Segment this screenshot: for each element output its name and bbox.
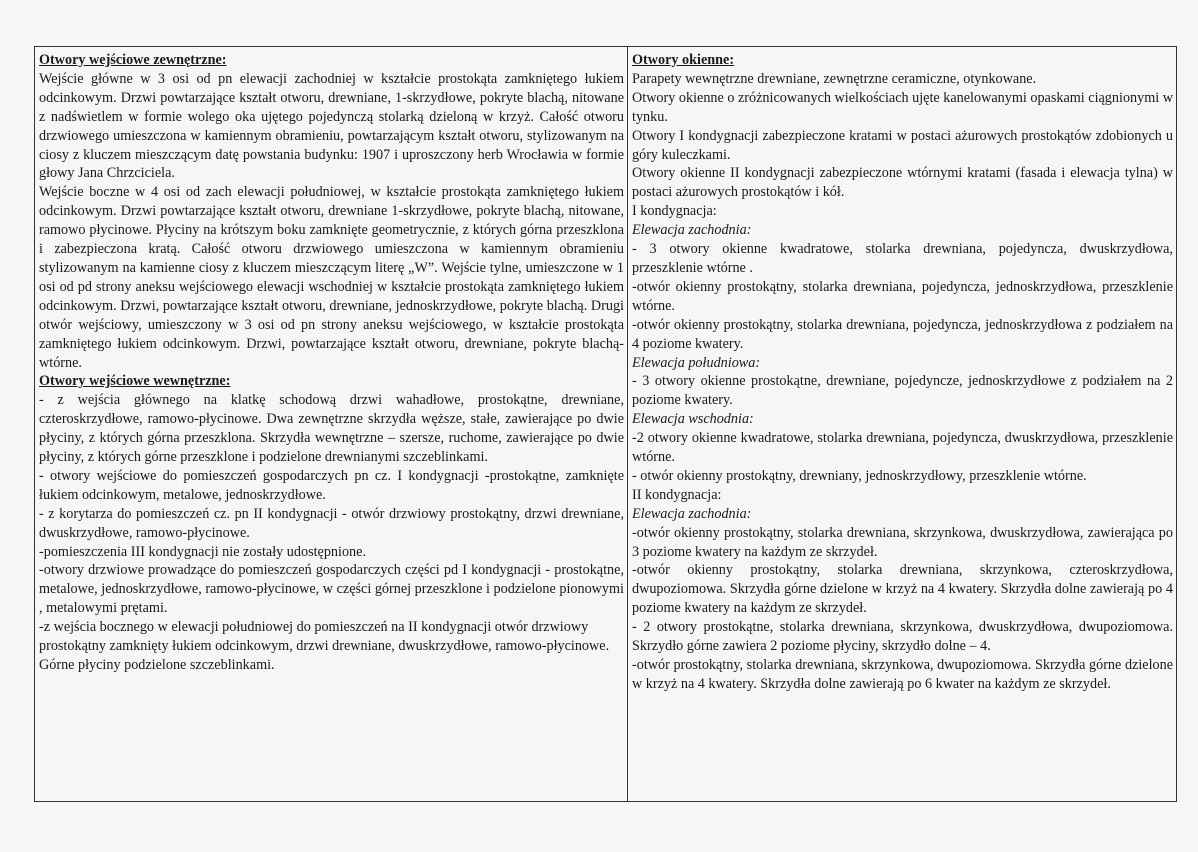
level-2-label: II kondygnacja: bbox=[632, 486, 722, 503]
window-item: -otwór okienny prostokątny, stolarka drewniana, pojedyncza, jednoskrzydłowa z podziałem na 4 poziome kwatery. bbox=[632, 316, 1173, 352]
internal-entrance-item: -otwory drzwiowe prowadzące do pomieszczeń gospodarczych części pd I kondygnacji - prostokątne, metalowe, jednoskrzydłowe, ramowo-płycinowe, w części górnej przeszklone i podzielone pionowymi , metalowymi prętami. bbox=[39, 562, 624, 617]
window-item: -otwór okienny prostokątny, stolarka drewniana, pojedyncza, jednoskrzydłowa, przeszklenie wtórne. bbox=[632, 278, 1173, 314]
window-item: - 3 otwory okienne kwadratowe, stolarka drewniana, pojedyncza, dwuskrzydłowa, przeszklenie wtórne . bbox=[632, 241, 1173, 276]
level-2-west-label: Elewacja zachodnia: bbox=[632, 505, 752, 522]
internal-entrances-heading: Otwory wejściowe wewnętrzne: bbox=[39, 373, 231, 390]
level-1-east-label: Elewacja wschodnia: bbox=[632, 411, 754, 428]
window-intro-paragraph: Parapety wewnętrzne drewniane, zewnętrzne ceramiczne, otynkowane. bbox=[632, 70, 1037, 87]
window-openings-heading: Otwory okienne: bbox=[632, 52, 735, 68]
window-openings-column bbox=[628, 47, 1176, 801]
window-item: -2 otwory okienne kwadratowe, stolarka drewniana, pojedyncza, dwuskrzydłowa, przeszklenie wtórne. bbox=[632, 430, 1173, 466]
window-item: -otwór okienny prostokątny, stolarka drewniana, skrzynkowa, dwuskrzydłowa, zawierająca po 3 poziome kwatery na każdym ze skrzydeł. bbox=[632, 524, 1173, 560]
internal-entrance-item: - otwory wejściowe do pomieszczeń gospodarczych pn cz. I kondygnacji -prostokątne, zamknięte łukiem odcinkowym, metalowe, jednoskrzydłowe. bbox=[39, 467, 624, 503]
window-item: -otwór okienny prostokątny, stolarka drewniana, skrzynkowa, czteroskrzydłowa, dwupoziomowa. Skrzydła górne dzielone w krzyż na 4 kwatery. Skrzydła dolne zawierają po 4 poziome kwatery na każdym ze skrzydeł. bbox=[632, 562, 1173, 617]
internal-entrance-item: - z korytarza do pomieszczeń cz. pn II kondygnacji - otwór drzwiowy prostokątny, drzwi drewniane, dwuskrzydłowe, ramowo-płycinowe. bbox=[39, 505, 624, 541]
internal-entrance-item: -pomieszczenia III kondygnacji nie zostały udostępnione. bbox=[39, 543, 366, 560]
window-item: - 2 otwory prostokątne, stolarka drewniana, skrzynkowa, dwuskrzydłowa, dwupoziomowa. Skrzydło górne zawiera 2 poziome płyciny, skrzydło dolne – 4. bbox=[632, 619, 1173, 655]
document-table bbox=[34, 46, 1177, 802]
level-1-south-label: Elewacja południowa: bbox=[632, 354, 761, 371]
window-item: - otwór okienny prostokątny, drewniany, jednoskrzydłowy, przeszklenie wtórne. bbox=[632, 467, 1087, 484]
window-item: -otwór prostokątny, stolarka drewniana, skrzynkowa, dwupoziomowa. Skrzydła górne dzielone w krzyż na 4 kwatery. Skrzydła dolne zawierają po 6 kwater na każdym ze skrzydeł. bbox=[632, 657, 1173, 692]
level-1-west-label: Elewacja zachodnia: bbox=[632, 222, 752, 239]
internal-entrance-item: -z wejścia bocznego w elewacji południowej do pomieszczeń na II kondygnacji otwór drzwiowy prostokątny zamknięty łukiem odcinkowym, drzwi drewniane, dwuskrzydłowe, ramowo-płycinowe. Górne płyciny podzielone szczeblinkami. bbox=[39, 619, 610, 673]
window-intro-paragraph: Otwory I kondygnacji zabezpieczone kratami w postaci ażurowych prostokątów zdobionych u góry kuleczkami. bbox=[632, 127, 1173, 163]
window-intro-paragraph: Otwory okienne o zróżnicowanych wielkościach ujęte kanelowanymi opaskami ciągnionymi w tynku. bbox=[632, 89, 1173, 125]
entrance-openings-column bbox=[35, 47, 628, 801]
internal-entrance-item: - z wejścia głównego na klatkę schodową drzwi wahadłowe, prostokątne, drewniane, czteroskrzydłowe, ramowo-płycinowe. Dwa zewnętrzne skrzydła węższe, stałe, zawierające po dwie płyciny, z których górna przeszklona. Skrzydła wewnętrzne – szersze, ruchome, zawierające po dwie płyciny, z których górne przeszklone i podzielone drewnianymi szczeblinkami. bbox=[39, 392, 624, 466]
level-1-label: I kondygnacja: bbox=[632, 203, 717, 220]
side-entrance-paragraph: Wejście boczne w 4 osi od zach elewacji południowej, w kształcie prostokąta zamkniętego łukiem odcinkowym. Drzwi powtarzające kształt otworu, drewniane 1-skrzydłowe, pokryte blachą, nitowane, ramowo płycinowe. Płyciny na krótszym boku zamknięte geometrycznie, z których górna przeszklona i zabezpieczona kratą. Całość otworu drzwiowego umieszczona w kamiennym obramieniu stylizowanym na kamienne ciosy z kluczem mieszczącym literę „W”. Wejście tylne, umieszczone w 1 osi od pd strony aneksu wejściowego elewacji wschodniej w kształcie prostokąta zamkniętego łukiem odcinkowym. Drzwi, powtarzające kształt otworu, drewniane, jednoskrzydłowe, pokryte blachą. Drugi otwór wejściowy, umieszczony w 3 osi od pn strony aneksu wejściowego, w kształcie prostokąta zamkniętego łukiem odcinkowym. Drzwi, powtarzające kształt otworu, drewniane, pokryte blachą-wtórne. bbox=[39, 184, 624, 371]
window-intro-paragraph: Otwory okienne II kondygnacji zabezpieczone wtórnymi kratami (fasada i elewacja tylna) w postaci ażurowych prostokątów i kół. bbox=[632, 165, 1173, 201]
window-item: - 3 otwory okienne prostokątne, drewniane, pojedyncze, jednoskrzydłowe z podziałem na 2 poziome kwatery. bbox=[632, 373, 1173, 409]
main-entrance-paragraph: Wejście główne w 3 osi od pn elewacji zachodniej w kształcie prostokąta zamkniętego łukiem odcinkowym. Drzwi powtarzające kształt otworu, drewniane, 1-skrzydłowe, pokryte blachą, nitowane z nadświetlem w formie wolego oka ujętego pojedynczą stolarką dzieloną w krzyż. Całość otworu drzwiowego umieszczona w kamiennym obramieniu, powtarzającym kształt otworu, stylizowanym na ciosy z kluczem mieszczącym datę powstania budynku: 1907 i uproszczony herb Wrocławia w formie głowy Jana Chrzciciela. bbox=[39, 70, 624, 182]
external-entrances-heading: Otwory wejściowe zewnętrzne: bbox=[39, 52, 227, 68]
